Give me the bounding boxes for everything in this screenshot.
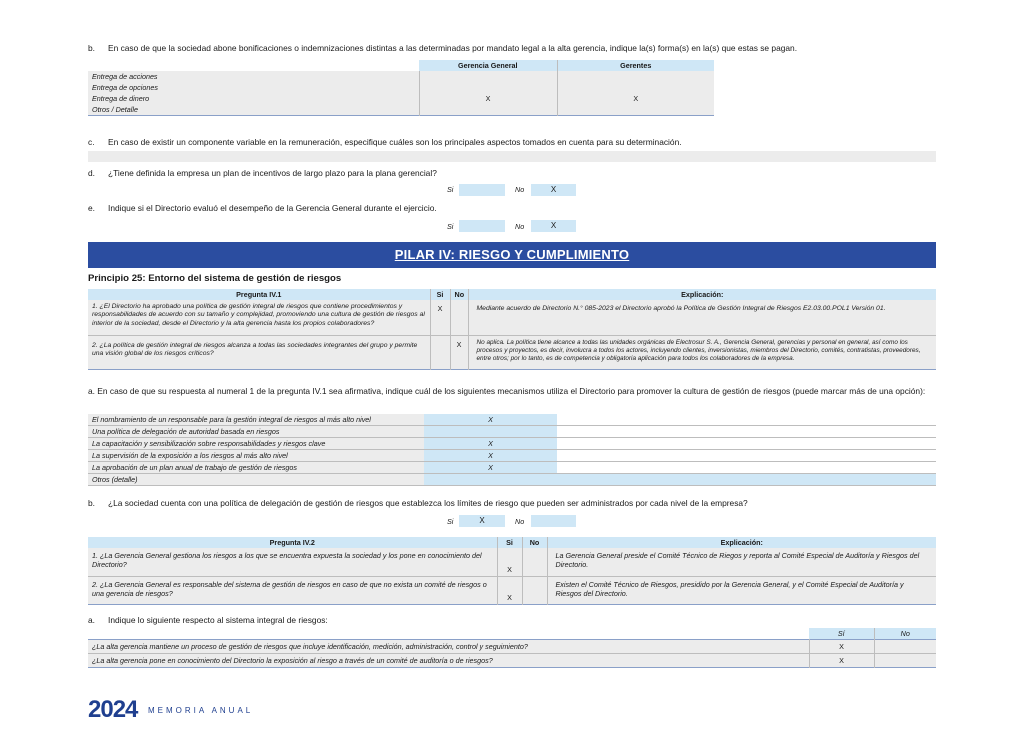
bonus-table	[88, 60, 714, 116]
table-row	[88, 654, 936, 668]
question-b-delegation	[88, 498, 748, 509]
iv2-explicacion: La Gerencia General preside el Comité Técnico de Riegos y reporta al Comité Especial de Auditoría y Riesgos del Directorio.	[547, 548, 936, 576]
table-row	[88, 438, 936, 450]
mech-label: Otros (detalle)	[88, 474, 424, 486]
mech-label: La aprobación de un plan anual de trabajo de gestión de riesgos	[88, 462, 424, 474]
iv2-no	[522, 548, 547, 576]
iv1-question: 1. ¿El Directorio ha aprobado una política de gestión integral de riesgos que contiene procedimientos y responsabilidades de acuerdo con su tamaño y complejidad, promoviendo una cultura de gestión de riesgos al interior de la sociedad, desde el Directorio y la alta gerencia hasta los propios colaboradores?	[92, 303, 425, 327]
bonus-cell-gerentes	[557, 82, 714, 93]
table-row	[88, 450, 936, 462]
si-box-e	[459, 220, 505, 232]
iv1-header-no: No	[450, 289, 468, 300]
mechanisms-table	[88, 414, 936, 486]
iv2-question: 1. ¿La Gerencia General gestiona los riesgos a los que se encuentra expuesta la sociedad y los pone en conocimiento del Directorio?	[92, 551, 482, 569]
bonus-row-label: Entrega de acciones	[92, 72, 158, 81]
question-c-variable	[88, 137, 682, 148]
mech-mark: X	[424, 450, 557, 462]
iv1-no	[450, 300, 468, 335]
integral-question: ¿La alta gerencia pone en conocimiento del Directorio la exposición al riesgo a través de un comité de auditoría o de riesgos?	[92, 656, 493, 665]
iv2-header-no: No	[522, 537, 547, 548]
iv1-header-si: Si	[430, 289, 450, 300]
pilar-banner	[88, 242, 936, 268]
bonus-cell-gerentes: X	[557, 93, 714, 104]
bonus-row-label: Otros / Detalle	[92, 105, 138, 114]
bonus-row-label: Entrega de dinero	[92, 94, 150, 103]
mech-mark	[424, 426, 557, 438]
no-label: No	[515, 222, 525, 231]
table-row	[88, 576, 936, 604]
mech-detail-bar	[557, 474, 936, 486]
question-text: En caso de que la sociedad abone bonificaciones o indemnizaciones distintas a las determinadas por mandato legal a la alta gerencia, indique la(s) forma(s) en la(s) que estas se pagan.	[108, 43, 798, 53]
mech-mark: X	[424, 438, 557, 450]
bonus-cell-gerentes	[557, 104, 714, 116]
mech-blank	[557, 426, 936, 438]
iv1-header-explicacion: Explicación:	[468, 289, 936, 300]
iv1-explicacion: Mediante acuerdo de Directorio N.° 085-2023 el Directorio aprobó la Política de Gestión Integral de Riesgos E2.03.00.POL1 Versión 01.	[468, 300, 936, 335]
bonus-row-label: Entrega de opciones	[92, 83, 158, 92]
iv2-header-si: Si	[497, 537, 522, 548]
iv2-explicacion: Existen el Comité Técnico de Riesgos, presidido por la Gerencia General, y el Comité Especial de Auditoría y Riesgos del Directorio.	[547, 576, 936, 604]
mech-label: La supervisión de la exposición a los riesgos al más alto nivel	[88, 450, 424, 462]
question-label: b.	[88, 43, 95, 53]
table-row	[88, 474, 936, 486]
bonus-cell-gerentes	[557, 71, 714, 82]
question-label: a.	[88, 615, 95, 625]
table-row	[88, 300, 936, 335]
question-d-incentives	[88, 168, 437, 179]
pilar-title: PILAR IV: RIESGO Y CUMPLIMIENTO	[394, 247, 630, 262]
answer-bar-c	[88, 151, 936, 162]
table-row	[88, 71, 714, 82]
bonus-cell-gg	[419, 71, 557, 82]
footer-label: MEMORIA ANUAL	[148, 706, 254, 715]
mech-label: El nombramiento de un responsable para la gestión integral de riesgos al más alto nivel	[88, 414, 424, 426]
table-row	[88, 640, 936, 654]
si-box-b2: X	[459, 515, 505, 527]
question-label: d.	[88, 168, 95, 178]
mech-blank	[557, 450, 936, 462]
table-row	[88, 426, 936, 438]
table-iv1	[88, 289, 936, 370]
iv2-si: X	[497, 548, 522, 576]
table-row	[88, 104, 714, 116]
integral-no	[874, 654, 936, 668]
table-row	[88, 82, 714, 93]
question-a-integral	[88, 615, 328, 626]
question-text: ¿Tiene definida la empresa un plan de incentivos de largo plazo para la plana gerencial?	[108, 168, 437, 178]
question-text: ¿La sociedad cuenta con una política de delegación de gestión de riesgos que establezca los límites de riesgo que pueden ser administrados por cada nivel de la empresa?	[108, 498, 748, 508]
table-row	[88, 548, 936, 576]
integral-question: ¿La alta gerencia mantiene un proceso de gestión de riesgos que incluye identificación, medición, administración, control y seguimiento?	[92, 642, 528, 651]
mech-mark: X	[424, 414, 557, 426]
iv2-no	[522, 576, 547, 604]
bonus-header-gerentes: Gerentes	[557, 60, 714, 71]
question-text: En caso de existir un componente variable en la remuneración, especifique cuáles son los principales aspectos tomados en cuenta para su determinación.	[108, 137, 682, 147]
mech-blank	[557, 438, 936, 450]
bonus-cell-gg	[419, 104, 557, 116]
question-label: b.	[88, 498, 95, 508]
integral-si: X	[809, 654, 874, 668]
question-a-mechanisms: a. En caso de que su respuesta al numeral 1 de la pregunta IV.1 sea afirmativa, indique cuál de los siguientes mecanismos utiliza el Directorio para promover la cultura de gestión de riesgos (puede marcar más de una opción):	[88, 386, 926, 396]
mech-mark	[424, 474, 557, 486]
bonus-header-gerencia-general: Gerencia General	[419, 60, 557, 71]
table-iv2	[88, 537, 936, 605]
no-label: No	[515, 517, 525, 526]
iv1-question: 2. ¿La política de gestión integral de riesgos alcanza a todas las sociedades integrantes del grupo y permite una visión global de los riesgos críticos?	[92, 341, 418, 357]
integral-no	[874, 640, 936, 654]
question-b-bonus	[88, 43, 797, 54]
mech-label: La capacitación y sensibilización sobre responsabilidades y riesgos clave	[88, 438, 424, 450]
table-row	[88, 335, 936, 369]
si-label: Si	[447, 222, 454, 231]
integral-header-si: Sí	[809, 628, 874, 640]
no-box-b2	[531, 515, 576, 527]
iv2-question: 2. ¿La Gerencia General es responsable del sistema de gestión de riesgos en caso de que no exista un comité de riesgos o una gerencia de riesgos?	[92, 579, 487, 598]
iv2-si: X	[497, 576, 522, 604]
mech-label: Una política de delegación de autoridad basada en riesgos	[88, 426, 424, 438]
iv2-header-pregunta: Pregunta IV.2	[88, 537, 497, 548]
iv1-explicacion: No aplica. La política tiene alcance a todas las unidades orgánicas de Electrosur S. A., Gerencia General, gerencias y personal en general, así como los procesos y proyectos, es decir, involucra a todos los actores, incluyendo clientes, inversionistas, miembros del Directorio, comités, contratistas, proveedores, entre otros; por lo tanto, es de competencia y obligatoria aplicación para todos los colaboradores de la empresa.	[468, 335, 936, 369]
iv1-no: X	[450, 335, 468, 369]
table-row	[88, 93, 714, 104]
iv2-header-explicacion: Explicación:	[547, 537, 936, 548]
mech-blank	[557, 414, 936, 426]
no-box-e: X	[531, 220, 576, 232]
si-label: Si	[447, 185, 454, 194]
question-text: Indique si el Directorio evaluó el desempeño de la Gerencia General durante el ejercicio.	[108, 203, 437, 213]
footer-year: 2024	[88, 696, 138, 723]
question-text: Indique lo siguiente respecto al sistema integral de riesgos:	[108, 615, 328, 625]
integral-table	[88, 628, 936, 668]
iv1-si: X	[430, 300, 450, 335]
principio-title: Principio 25: Entorno del sistema de gestión de riesgos	[88, 273, 342, 284]
iv1-header-pregunta: Pregunta IV.1	[88, 289, 430, 300]
question-label: c.	[88, 137, 95, 147]
no-label: No	[515, 185, 525, 194]
bonus-cell-gg: X	[419, 93, 557, 104]
si-label: Si	[447, 517, 454, 526]
table-row	[88, 462, 936, 474]
si-box-d	[459, 184, 505, 196]
integral-header-empty	[88, 628, 809, 640]
no-box-d: X	[531, 184, 576, 196]
question-e-evaluation	[88, 203, 437, 214]
mech-blank	[557, 462, 936, 474]
bonus-header-empty	[88, 60, 419, 71]
iv1-si	[430, 335, 450, 369]
table-row	[88, 414, 936, 426]
bonus-cell-gg	[419, 82, 557, 93]
integral-header-no: No	[874, 628, 936, 640]
integral-si: X	[809, 640, 874, 654]
mech-mark: X	[424, 462, 557, 474]
question-label: e.	[88, 203, 95, 213]
